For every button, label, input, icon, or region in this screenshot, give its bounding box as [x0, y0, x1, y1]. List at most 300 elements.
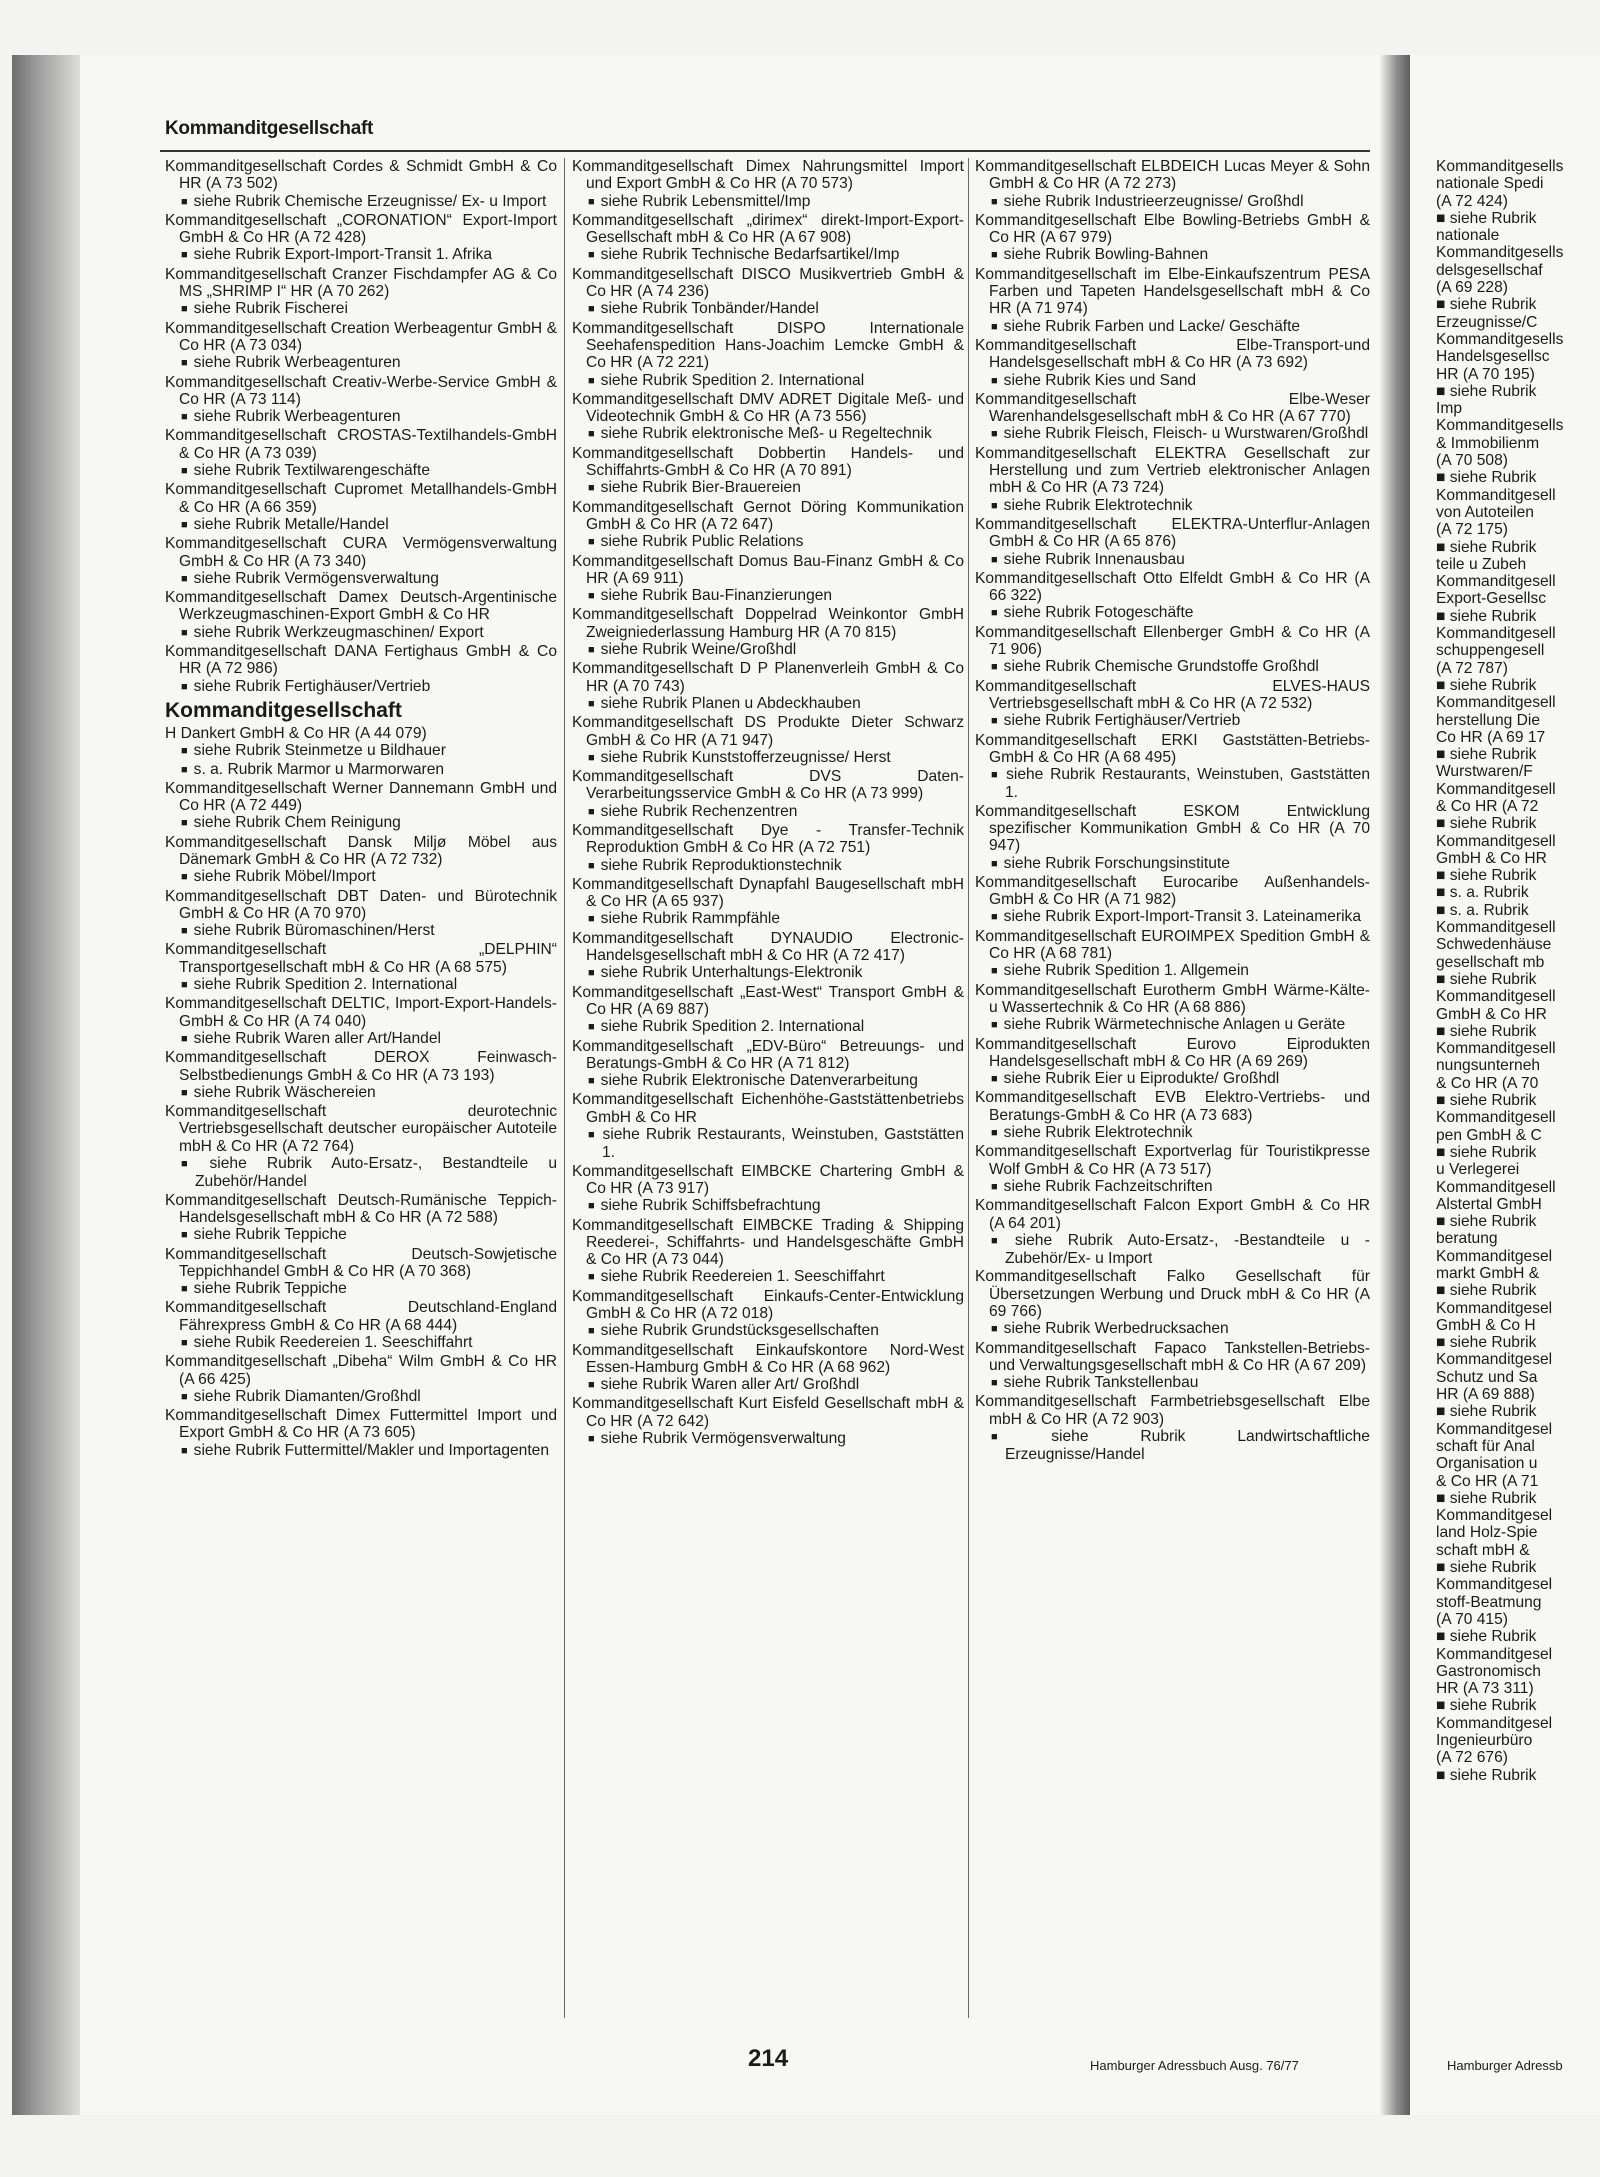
entry-company-name: Kommanditgesellschaft Fapaco Tankstellen-Betriebs- und Verwaltungsgesellschaft mbH & Co HR (A 67 209)	[975, 1339, 1370, 1374]
directory-entry	[165, 1103, 557, 1190]
directory-entry	[975, 516, 1370, 569]
right-page-text-fragment: schaft für Anal	[1436, 1437, 1535, 1455]
directory-entry	[165, 1299, 557, 1352]
rubric-text: siehe Rubrik Tonbänder/Handel	[600, 300, 819, 318]
square-bullet-icon: ■	[991, 428, 998, 441]
right-page-text-fragment: Kommanditgesell	[1436, 625, 1556, 643]
directory-entry	[165, 535, 557, 588]
rubric-text: siehe Rubrik Tankstellenbau	[1003, 1374, 1199, 1392]
entry-company-name: Kommanditgesellschaft EUROIMPEX Spedition GmbH & Co HR (A 68 781)	[975, 927, 1370, 963]
square-bullet-icon: ■	[588, 303, 595, 316]
right-page-text-fragment: ■ siehe Rubrik	[1436, 1559, 1537, 1577]
directory-entry	[165, 780, 557, 833]
right-page-text-fragment: schaft mbH &	[1436, 1541, 1530, 1559]
entry-company-name: Kommanditgesellschaft Kurt Eisfeld Gesellschaft mbH & Co HR (A 72 642)	[572, 1395, 964, 1430]
entry-company-name: Kommanditgesellschaft DELTIC, Import-Export-Handels-GmbH & Co HR (A 74 040)	[165, 995, 557, 1030]
square-bullet-icon: ■	[991, 965, 998, 978]
right-page-text-fragment: (A 72 424)	[1436, 192, 1508, 210]
square-bullet-icon: ■	[588, 1021, 595, 1034]
right-page-text-fragment: nationale	[1436, 227, 1500, 245]
entry-rubric-reference	[572, 641, 964, 659]
rubric-text: siehe Rubrik Spedition 2. International	[193, 976, 458, 994]
entry-company-name: Kommanditgesellschaft DYNAUDIO Electronic-Handelsgesellschaft mbH & Co HR (A 72 417)	[572, 929, 964, 965]
right-page-text-fragment: Kommanditgesell	[1436, 694, 1556, 712]
entry-company-name: Kommanditgesellschaft ELBDEICH Lucas Meyer & Sohn GmbH & Co HR (A 72 273)	[975, 158, 1370, 193]
entry-rubric-reference	[165, 1226, 557, 1244]
right-page-text-fragment: schuppengesell	[1436, 642, 1545, 660]
square-bullet-icon: ■	[181, 979, 188, 992]
square-bullet-icon: ■	[588, 644, 595, 657]
book-title: Hamburger Adressbuch Ausg. 76/77	[1090, 2058, 1299, 2073]
column-2	[572, 158, 964, 2028]
entry-rubric-reference	[165, 516, 557, 534]
entry-company-name: Kommanditgesellschaft Elbe Bowling-Betriebs GmbH & Co HR (A 67 979)	[975, 211, 1370, 247]
entry-company-name: Kommanditgesellschaft Dynapfahl Baugesellschaft mbH & Co HR (A 65 937)	[572, 875, 964, 911]
rubric-text: siehe Rubrik Grundstücksgesellschaften	[600, 1322, 879, 1340]
entry-company-name: Kommanditgesellschaft Deutschland-England Fährexpress GmbH & Co HR (A 68 444)	[165, 1299, 557, 1334]
square-bullet-icon: ■	[588, 697, 595, 710]
rubric-text: siehe Rubrik Fertighäuser/Vertrieb	[193, 677, 431, 695]
directory-entry	[165, 427, 557, 480]
square-bullet-icon: ■	[181, 745, 188, 758]
book-title-right-page: Hamburger Adressb	[1447, 2058, 1563, 2073]
rubric-text: siehe Rubrik Werbeagenturen	[193, 408, 401, 426]
right-page-text-fragment: ■ siehe Rubrik	[1436, 1697, 1537, 1715]
right-page-text-fragment: ■ siehe Rubrik	[1436, 1334, 1537, 1352]
rubric-text: siehe Rubrik Restaurants, Weinstuben, Gaststätten 1.	[1005, 766, 1370, 802]
entry-rubric-reference	[572, 533, 964, 551]
rubric-text: siehe Rubrik Werkzeugmaschinen/ Export	[193, 623, 484, 641]
column-1	[165, 158, 557, 2028]
right-page-text-fragment: (A 72 787)	[1436, 659, 1508, 677]
running-head: Kommanditgesellschaft	[165, 118, 374, 139]
right-page-text-fragment: Export-Gesellsc	[1436, 590, 1547, 608]
right-page-text-fragment: & Co HR (A 72	[1436, 797, 1539, 815]
rubric-text: siehe Rubrik Steinmetze u Bildhauer	[193, 742, 446, 760]
entry-rubric-reference	[975, 551, 1370, 569]
rubric-text: siehe Rubrik Lebensmittel/Imp	[600, 192, 811, 210]
right-page-text-fragment: HR (A 69 888)	[1436, 1386, 1535, 1404]
entry-rubric-reference	[165, 1442, 557, 1460]
entry-company-name: Kommanditgesellschaft Creativ-Werbe-Service GmbH & Co HR (A 73 114)	[165, 373, 557, 408]
entry-rubric-reference	[975, 1320, 1370, 1338]
right-page-text-fragment: nationale Spedi	[1436, 175, 1544, 193]
entry-company-name: Kommanditgesellschaft Gernot Döring Kommunikation GmbH & Co HR (A 72 647)	[572, 498, 964, 533]
rubric-text: siehe Rubrik Spedition 1. Allgemein	[1003, 962, 1249, 980]
right-page-text-fragment: Erzeugnisse/C	[1436, 313, 1538, 331]
entry-company-name: Kommanditgesellschaft Doppelrad Weinkontor GmbH Zweigniederlassung Hamburg HR (A 70 815)	[572, 606, 964, 641]
directory-entry	[165, 374, 557, 427]
right-page-text-fragment: Gastronomisch	[1436, 1662, 1541, 1680]
entry-rubric-reference	[165, 1030, 557, 1048]
entry-rubric-reference	[572, 857, 964, 875]
directory-entry	[975, 1143, 1370, 1196]
square-bullet-icon: ■	[588, 1075, 595, 1088]
directory-entry	[572, 1163, 964, 1216]
rubric-text: siehe Rubrik Weine/Großhdl	[600, 641, 797, 659]
entry-rubric-reference	[975, 604, 1370, 622]
directory-entry	[572, 768, 964, 821]
right-page-text-fragment: Kommanditgesel	[1436, 1351, 1553, 1369]
directory-entry	[975, 928, 1370, 981]
entry-rubric-reference	[975, 1232, 1370, 1268]
rubric-text: siehe Rubrik Export-Import-Transit 1. Afrika	[193, 246, 493, 264]
entry-company-name: Kommanditgesellschaft „CORONATION“ Export-Import GmbH & Co HR (A 72 428)	[165, 211, 557, 247]
square-bullet-icon: ■	[181, 817, 188, 830]
rubric-text: siehe Rubrik Textilwarengeschäfte	[193, 462, 430, 480]
right-page-text-fragment: nungsunterneh	[1436, 1057, 1541, 1075]
right-page-text-fragment: von Autoteilen	[1436, 503, 1534, 521]
entry-company-name: Kommanditgesellschaft EIMBCKE Trading & Shipping Reederei-, Schiffahrts- und Handelsgeschäfte GmbH & Co HR (A 73 044)	[572, 1216, 964, 1269]
right-page-text-fragment: Wurstwaren/F	[1436, 763, 1533, 781]
right-page-text-fragment: Kommanditgesel	[1436, 1507, 1553, 1525]
entry-rubric-reference	[165, 742, 557, 760]
entry-rubric-reference	[165, 1280, 557, 1298]
entry-company-name: Kommanditgesellschaft DBT Daten- und Bürotechnik GmbH & Co HR (A 70 970)	[165, 887, 557, 922]
square-bullet-icon: ■	[588, 428, 595, 441]
directory-entry	[572, 320, 964, 390]
right-page-text-fragment: (A 70 508)	[1436, 452, 1508, 470]
entry-rubric-reference	[165, 408, 557, 426]
rubric-text: siehe Rubrik Chemische Grundstoffe Großhdl	[1003, 658, 1319, 676]
square-bullet-icon: ■	[991, 1377, 998, 1390]
directory-entry	[975, 624, 1370, 677]
square-bullet-icon: ■	[181, 411, 188, 424]
right-page-text-fragment: teile u Zubeh	[1436, 555, 1527, 573]
right-page-text-fragment: ■ siehe Rubrik	[1436, 970, 1537, 988]
right-page-text-fragment: Kommanditgesell	[1436, 1040, 1556, 1058]
right-page-text-fragment: Ingenieurbüro	[1436, 1732, 1533, 1750]
entry-company-name: Kommanditgesellschaft Cranzer Fischdampfer AG & Co MS „SHRIMP I“ HR (A 70 262)	[165, 265, 557, 301]
directory-entry	[572, 660, 964, 713]
column-divider	[564, 158, 565, 2018]
directory-entry	[572, 1342, 964, 1395]
right-page-text-fragment: (A 72 676)	[1436, 1749, 1508, 1767]
entry-company-name: Kommanditgesellschaft Dimex Nahrungsmittel Import und Export GmbH & Co HR (A 70 573)	[572, 158, 964, 193]
right-page-text-fragment: ■ s. a. Rubrik	[1436, 901, 1529, 919]
square-bullet-icon: ■	[181, 1390, 188, 1403]
right-page-text-fragment: Kommanditgesell	[1436, 919, 1556, 937]
right-page-text-fragment: delsgesellschaf	[1436, 261, 1543, 279]
right-page-text-fragment: ■ siehe Rubrik	[1436, 867, 1537, 885]
rubric-text: siehe Rubrik Bau-Finanzierungen	[600, 587, 833, 605]
right-page-text-fragment: ■ siehe Rubrik	[1436, 538, 1537, 556]
entry-rubric-reference	[572, 910, 964, 928]
directory-entry	[572, 1217, 964, 1287]
rubric-text: siehe Rubrik Waren aller Art/ Großhdl	[600, 1376, 860, 1394]
entry-company-name: Kommanditgesellschaft CURA Vermögensverwaltung GmbH & Co HR (A 73 340)	[165, 535, 557, 570]
entry-company-name: Kommanditgesellschaft Eurocaribe Außenhandels-GmbH & Co HR (A 71 982)	[975, 873, 1370, 909]
entry-rubric-reference	[975, 246, 1370, 264]
entry-rubric-reference	[975, 425, 1370, 443]
directory-entry	[572, 212, 964, 265]
directory-entry	[165, 1407, 557, 1460]
entry-rubric-reference	[165, 193, 557, 211]
square-bullet-icon: ■	[991, 1323, 998, 1336]
directory-entry	[975, 445, 1370, 515]
square-bullet-icon: ■	[181, 1337, 188, 1349]
rubric-text: siehe Rubrik Public Relations	[600, 533, 804, 551]
page-number: 214	[748, 2045, 789, 2072]
right-page-text-fragment: ■ siehe Rubrik	[1436, 209, 1537, 227]
directory-entry	[572, 553, 964, 606]
square-bullet-icon: ■	[181, 925, 188, 938]
rubric-text: siehe Rubrik Fleisch, Fleisch- u Wurstwaren/Großhdl	[1003, 425, 1369, 443]
directory-entry	[975, 1340, 1370, 1393]
entry-rubric-reference	[165, 462, 557, 480]
square-bullet-icon: ■	[991, 320, 998, 333]
entry-company-name: Kommanditgesellschaft Dansk Miljø Möbel aus Dänemark GmbH & Co HR (A 72 732)	[165, 833, 557, 868]
entry-company-name: Kommanditgesellschaft Dye - Transfer-Technik Reproduktion GmbH & Co HR (A 72 751)	[572, 821, 964, 857]
entry-company-name: Kommanditgesellschaft Werner Dannemann GmbH und Co HR (A 72 449)	[165, 779, 557, 815]
entry-company-name: Kommanditgesellschaft Cordes & Schmidt GmbH & Co HR (A 73 502)	[165, 158, 557, 193]
entry-company-name: Kommanditgesellschaft Otto Elfeldt GmbH & Co HR (A 66 322)	[975, 569, 1370, 605]
entry-company-name: Kommanditgesellschaft Damex Deutsch-Argentinische Werkzeugmaschinen-Export GmbH & Co HR	[165, 589, 557, 624]
entry-rubric-reference	[975, 908, 1370, 926]
header-rule	[160, 150, 1370, 152]
directory-entry	[165, 212, 557, 265]
entry-rubric-reference	[975, 1124, 1370, 1142]
directory-entry	[975, 391, 1370, 444]
right-page-text-fragment: Imp	[1436, 400, 1462, 418]
entry-rubric-reference	[165, 300, 557, 318]
square-bullet-icon: ■	[588, 195, 595, 208]
rubric-text: siehe Rubrik Forschungsinstitute	[1003, 854, 1230, 872]
right-page-text-fragment: GmbH & Co H	[1436, 1316, 1536, 1334]
directory-entry	[165, 643, 557, 696]
entry-company-name: Kommanditgesellschaft deurotechnic Vertriebsgesellschaft deutscher europäischer Autoteile mbH & Co HR (A 72 764)	[165, 1103, 557, 1155]
right-page-text-fragment: Schwedenhäuse	[1436, 936, 1552, 954]
entry-company-name: Kommanditgesellschaft Elbe-Transport-und Handelsgesellschaft mbH & Co HR (A 73 692)	[975, 336, 1370, 372]
square-bullet-icon: ■	[588, 1379, 595, 1392]
square-bullet-icon: ■	[181, 1283, 188, 1296]
square-bullet-icon: ■	[181, 195, 188, 208]
right-page-text-fragment: Alstertal GmbH	[1436, 1195, 1542, 1213]
directory-entry	[975, 1089, 1370, 1142]
entry-rubric-reference	[572, 479, 964, 497]
right-page-text-fragment: Kommanditgesells	[1436, 158, 1564, 175]
entry-company-name: Kommanditgesellschaft Creation Werbeagentur GmbH & Co HR (A 73 034)	[165, 319, 557, 354]
entry-company-name: Kommanditgesellschaft Deutsch-Rumänische Teppich-Handelsgesellschaft mbH & Co HR (A 72 588)	[165, 1191, 557, 1226]
rubric-text: siehe Rubrik Kies und Sand	[1003, 371, 1197, 389]
directory-entry	[572, 391, 964, 444]
directory-entry	[975, 1393, 1370, 1463]
entry-company-name: Kommanditgesellschaft Einkaufs-Center-Entwicklung GmbH & Co HR (A 72 018)	[572, 1287, 964, 1322]
rubric-text: siehe Rubrik Technische Bedarfsartikel/Imp	[600, 246, 900, 264]
entry-rubric-reference	[975, 712, 1370, 730]
entry-company-name: Kommanditgesellschaft „dirimex“ direkt-Import-Export-Gesellschaft mbH & Co HR (A 67 908)	[572, 211, 964, 247]
directory-entry	[572, 930, 964, 983]
rubric-text: siehe Rubrik Unterhaltungs-Elektronik	[600, 964, 863, 982]
entry-company-name: Kommanditgesellschaft EIMBCKE Chartering GmbH & Co HR (A 73 917)	[572, 1162, 964, 1197]
entry-rubric-reference	[975, 1374, 1370, 1392]
entry-company-name: Kommanditgesellschaft D P Planenverleih GmbH & Co HR (A 70 743)	[572, 660, 964, 695]
entry-rubric-reference	[975, 658, 1370, 676]
rubric-text: siehe Rubik Reedereien 1. Seeschiffahrt	[193, 1334, 473, 1351]
right-page-text-fragment: Handelsgesellsc	[1436, 348, 1550, 366]
entry-company-name: Kommanditgesellschaft CROSTAS-Textilhandels-GmbH & Co HR (A 73 039)	[165, 427, 557, 462]
directory-entry	[165, 1246, 557, 1299]
square-bullet-icon: ■	[181, 249, 188, 262]
column-3	[975, 158, 1370, 2028]
entry-rubric-reference	[165, 976, 557, 994]
right-page-text-fragment: Kommanditgesel	[1436, 1645, 1553, 1663]
rubric-text: siehe Rubrik Vermögensverwaltung	[193, 569, 439, 587]
rubric-text: siehe Rubrik Werbedrucksachen	[1003, 1320, 1229, 1338]
entry-company-name: Kommanditgesellschaft DISCO Musikvertrieb GmbH & Co HR (A 74 236)	[572, 265, 964, 301]
square-bullet-icon: ■	[181, 626, 188, 639]
right-page-text-fragment: Kommanditgesell	[1436, 1109, 1556, 1127]
right-page-text-fragment: ■ siehe Rubrik	[1436, 1213, 1537, 1231]
entry-rubric-reference	[975, 1070, 1370, 1088]
square-bullet-icon: ■	[991, 195, 998, 208]
rubric-text: siehe Rubrik Büromaschinen/Herst	[193, 922, 435, 940]
directory-entry	[975, 982, 1370, 1035]
entry-company-name: Kommanditgesellschaft Eurovo Eiprodukten Handelsgesellschaft mbH & Co HR (A 69 269)	[975, 1035, 1370, 1070]
entry-company-name: Kommanditgesellschaft Deutsch-Sowjetische Teppichhandel GmbH & Co HR (A 70 368)	[165, 1245, 557, 1280]
entry-rubric-reference	[165, 761, 557, 779]
entry-company-name: Kommanditgesellschaft ESKOM Entwicklung spezifischer Kommunikation GmbH & Co HR (A 70 947)	[975, 802, 1370, 855]
entry-rubric-reference	[572, 1322, 964, 1340]
right-page-text-fragment: Kommanditgesel	[1436, 1714, 1553, 1732]
entry-company-name: Kommanditgesellschaft Ellenberger GmbH & Co HR (A 71 906)	[975, 623, 1370, 659]
entry-rubric-reference	[165, 624, 557, 642]
entry-rubric-reference	[572, 964, 964, 982]
right-page-text-fragment: & Co HR (A 70	[1436, 1074, 1539, 1092]
entry-company-name: Kommanditgesellschaft „East-West“ Transport GmbH & Co HR (A 69 887)	[572, 983, 964, 1018]
entry-rubric-reference	[572, 1018, 964, 1036]
square-bullet-icon: ■	[181, 1158, 204, 1171]
square-bullet-icon: ■	[588, 1433, 595, 1446]
right-page-text-fragment: ■ siehe Rubrik	[1436, 1766, 1537, 1784]
right-page-text-fragment: ■ siehe Rubrik	[1436, 296, 1537, 314]
rubric-text: siehe Rubrik Fachzeitschriften	[1003, 1177, 1213, 1195]
right-page-text-fragment: ■ siehe Rubrik	[1436, 1282, 1537, 1300]
rubric-text: siehe Rubrik Waren aller Art/Handel	[193, 1029, 441, 1047]
entry-company-name: Kommanditgesellschaft Farmbetriebsgesellschaft Elbe mbH & Co HR (A 72 903)	[975, 1393, 1370, 1428]
square-bullet-icon: ■	[588, 913, 595, 926]
right-page-text-fragment: ■ siehe Rubrik	[1436, 469, 1537, 487]
rubric-text: siehe Rubrik Futtermittel/Makler und Importagenten	[193, 1441, 550, 1459]
right-page-text-fragment: GmbH & Co HR	[1436, 1005, 1547, 1023]
entry-rubric-reference	[975, 1428, 1370, 1464]
directory-entry	[165, 266, 557, 319]
square-bullet-icon: ■	[991, 553, 998, 566]
right-page-text-fragment: land Holz-Spie	[1436, 1524, 1538, 1542]
square-bullet-icon: ■	[588, 249, 595, 262]
rubric-text: siehe Rubrik Elektrotechnik	[1003, 1124, 1193, 1142]
entry-company-name: Kommanditgesellschaft Einkaufskontore Nord-West Essen-Hamburg GmbH & Co HR (A 68 962)	[572, 1341, 964, 1376]
square-bullet-icon: ■	[991, 1127, 998, 1140]
right-page-text-fragment: ■ siehe Rubrik	[1436, 382, 1537, 400]
right-page-text-fragment: (A 69 228)	[1436, 279, 1508, 297]
right-page-text-fragment: Kommanditgesell	[1436, 780, 1556, 798]
directory-entry	[572, 1038, 964, 1091]
entry-rubric-reference	[572, 1268, 964, 1286]
square-bullet-icon: ■	[588, 590, 595, 603]
right-page-text-fragment: Schutz und Sa	[1436, 1368, 1538, 1386]
rubric-text: siehe Rubrik Innenausbau	[1003, 550, 1185, 568]
right-page-text-fragment: ■ s. a. Rubrik	[1436, 884, 1529, 902]
rubric-text: siehe Rubrik Chemische Erzeugnisse/ Ex- u Import	[193, 192, 547, 210]
rubric-text: siehe Rubrik Diamanten/Großhdl	[193, 1387, 421, 1405]
right-page-text-fragment: & Immobilienm	[1436, 434, 1540, 452]
square-bullet-icon: ■	[588, 482, 595, 495]
entry-rubric-reference	[572, 300, 964, 318]
directory-entry	[975, 874, 1370, 927]
rubric-text: siehe Rubrik Fischerei	[193, 300, 348, 318]
right-page-text-fragment: herstellung Die	[1436, 711, 1541, 729]
entry-rubric-reference	[975, 1016, 1370, 1034]
entry-rubric-reference	[165, 1155, 557, 1191]
right-page-text-fragment: ■ siehe Rubrik	[1436, 746, 1537, 764]
rubric-text: siehe Rubrik Auto-Ersatz-, -Bestandteile u -Zubehör/Ex- u Import	[1005, 1231, 1370, 1268]
entry-company-name: Kommanditgesellschaft ERKI Gaststätten-Betriebs-GmbH & Co HR (A 68 495)	[975, 731, 1370, 766]
rubric-text: siehe Rubrik Chem Reinigung	[193, 814, 401, 832]
rubric-text: siehe Rubrik Fertighäuser/Vertrieb	[1003, 712, 1241, 730]
directory-entry	[165, 888, 557, 941]
square-bullet-icon: ■	[991, 1180, 998, 1193]
right-page-text-fragment: Co HR (A 69 17	[1436, 728, 1546, 746]
directory-entry	[165, 834, 557, 887]
entry-company-name: Kommanditgesellschaft Cupromet Metallhandels-GmbH & Co HR (A 66 359)	[165, 481, 557, 516]
square-bullet-icon: ■	[991, 857, 998, 870]
entry-rubric-reference	[572, 1430, 964, 1448]
square-bullet-icon: ■	[588, 1129, 597, 1142]
right-page-text-fragment: HR (A 73 311)	[1436, 1680, 1534, 1698]
right-page-text-fragment: ■ siehe Rubrik	[1436, 607, 1537, 625]
directory-entry	[975, 678, 1370, 731]
section-heading: Kommanditgesellschaft	[165, 698, 402, 722]
entry-rubric-reference	[975, 318, 1370, 336]
right-page-text-fragment: ■ siehe Rubrik	[1436, 1092, 1537, 1110]
entry-rubric-reference	[165, 570, 557, 588]
entry-rubric-reference	[165, 868, 557, 886]
rubric-text: s. a. Rubrik Marmor u Marmorwaren	[193, 760, 445, 778]
rubric-text: siehe Rubrik Fotogeschäfte	[1003, 604, 1194, 622]
rubric-text: siehe Rubrik Elektrotechnik	[1003, 496, 1193, 514]
directory-entry	[975, 158, 1370, 211]
entry-company-name: Kommanditgesellschaft ELEKTRA-Unterflur-Anlagen GmbH & Co HR (A 65 876)	[975, 515, 1370, 551]
entry-company-name: H Dankert GmbH & Co HR (A 44 079)	[165, 724, 427, 742]
square-bullet-icon: ■	[181, 572, 188, 585]
directory-entry	[165, 725, 557, 779]
square-bullet-icon: ■	[181, 303, 188, 316]
square-bullet-icon: ■	[181, 357, 188, 370]
rubric-text: siehe Rubrik Restaurants, Weinstuben, Gaststätten 1.	[602, 1126, 964, 1162]
square-bullet-icon: ■	[181, 518, 188, 531]
entry-rubric-reference	[572, 246, 964, 264]
square-bullet-icon: ■	[991, 769, 1001, 782]
entry-rubric-reference	[572, 803, 964, 821]
entry-rubric-reference	[572, 372, 964, 390]
right-page-text-fragment: stoff-Beatmung	[1436, 1593, 1542, 1611]
right-page-text-fragment: Kommanditgesel	[1436, 1420, 1553, 1438]
directory-entry	[975, 266, 1370, 336]
entry-rubric-reference	[572, 1376, 964, 1394]
directory-entry	[165, 589, 557, 642]
directory-entry	[165, 1192, 557, 1245]
entry-company-name: Kommanditgesellschaft Elbe-Weser Warenhandelsgesellschaft mbH & Co HR (A 67 770)	[975, 390, 1370, 426]
square-bullet-icon: ■	[588, 536, 595, 549]
square-bullet-icon: ■	[991, 1073, 998, 1086]
right-page-text-fragment: ■ siehe Rubrik	[1436, 1628, 1537, 1646]
directory-entry	[975, 1197, 1370, 1267]
rubric-text: siehe Rubrik Planen u Abdeckhauben	[600, 694, 861, 712]
rubric-text: siehe Rubrik Reproduktionstechnik	[600, 856, 842, 874]
square-bullet-icon: ■	[991, 661, 998, 674]
entry-company-name: Kommanditgesellschaft Falko Gesellschaft für Übersetzungen Werbung und Druck mbH & Co HR (A 69 766)	[975, 1268, 1370, 1320]
